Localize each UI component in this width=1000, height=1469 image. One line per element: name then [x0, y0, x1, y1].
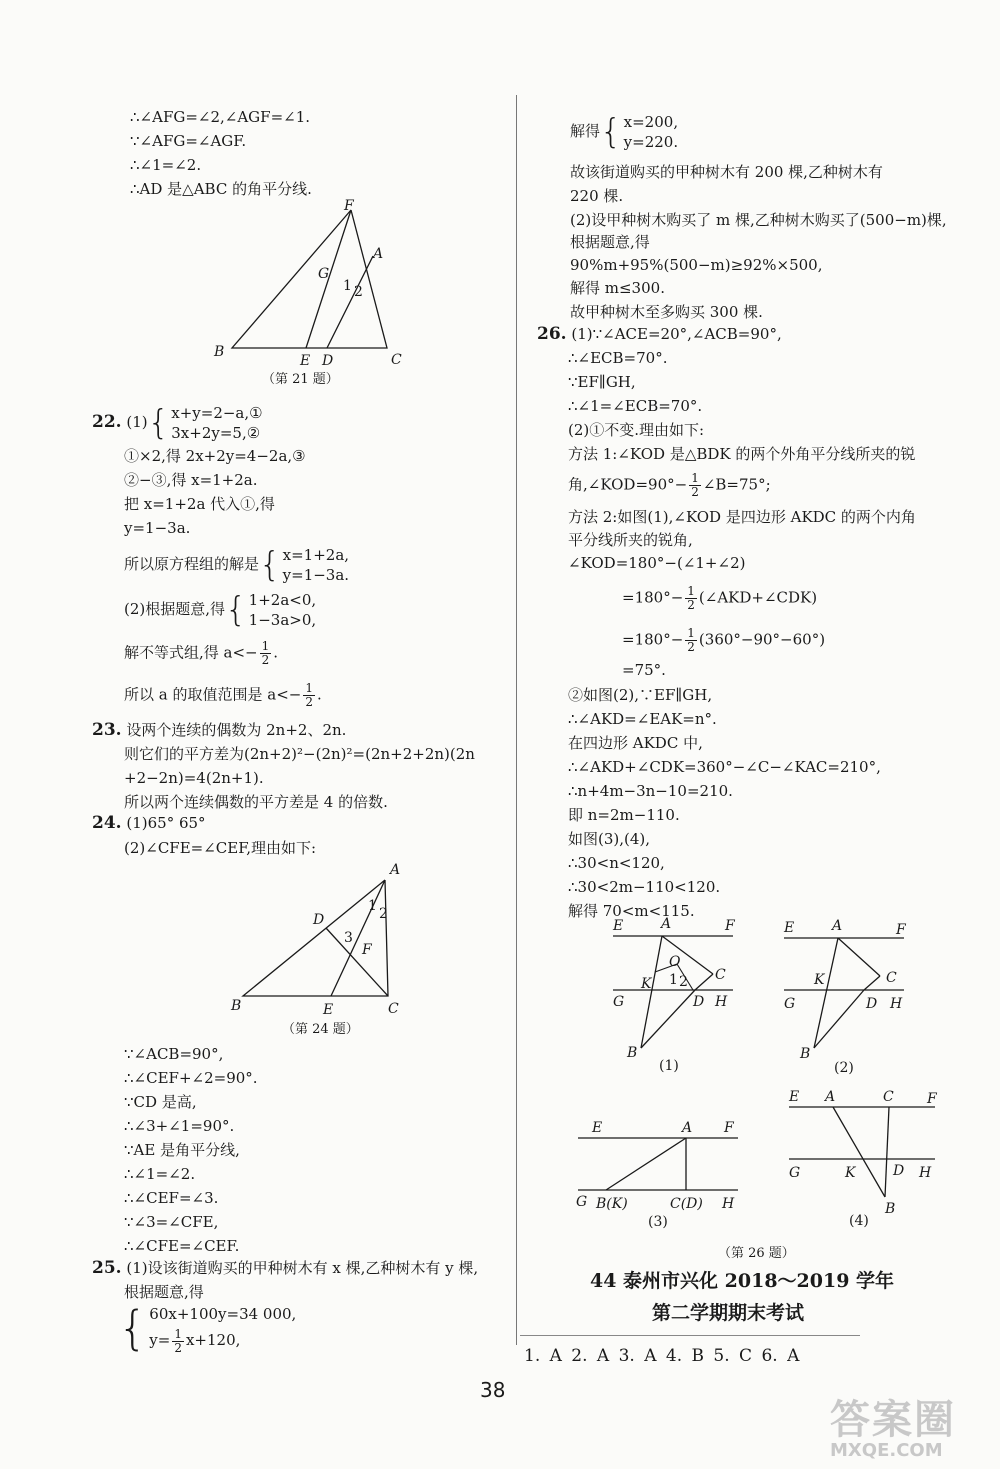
svg-text:F: F	[896, 922, 906, 938]
text-span: 解得	[570, 122, 601, 140]
svg-text:B: B	[800, 1046, 811, 1062]
text-line: ∠KOD=180°−(∠1+∠2)	[568, 554, 746, 572]
text-line: ∴∠ECB=70°.	[568, 349, 668, 367]
svg-text:E: E	[613, 918, 624, 934]
svg-text:G: G	[613, 994, 625, 1010]
text-span: (∠AKD+∠CDK)	[698, 588, 818, 607]
svg-text:C: C	[715, 967, 726, 983]
svg-text:A: A	[661, 916, 672, 932]
text-span: 角,∠KOD=90°−	[568, 475, 688, 494]
text-line: ∵∠AFG=∠AGF.	[130, 132, 247, 150]
equation: x=1+2a,	[282, 546, 350, 564]
question-number: 23.	[92, 720, 122, 740]
inequality: 1−3a>0,	[248, 611, 317, 629]
svg-text:O: O	[669, 954, 681, 970]
figure-26-caption: （第 26 题）	[718, 1246, 795, 1261]
svg-text:G: G	[576, 1194, 588, 1210]
text-line: 方法 2:如图(1),∠KOD 是四边形 AKDC 的两个内角	[568, 508, 916, 526]
question-24	[92, 813, 206, 833]
text-line: 把 x=1+2a 代入①,得	[124, 495, 275, 513]
numerator: 1	[261, 639, 270, 653]
denominator: 2	[687, 598, 695, 612]
svg-text:G: G	[789, 1165, 801, 1181]
numerator: 1	[687, 626, 695, 640]
svg-text:F: F	[927, 1091, 937, 1107]
figure-label: (2)	[834, 1060, 854, 1076]
text-line: ∴∠1=∠2.	[130, 156, 202, 174]
question-number: 22.	[92, 412, 122, 432]
text-line: 故该街道购买的甲种树木有 200 棵,乙种树木有	[570, 163, 883, 181]
figure-26-3	[570, 1112, 745, 1232]
text-line: ∵CD 是高,	[124, 1093, 197, 1111]
text-span: (1)65° 65°	[126, 814, 206, 832]
watermark-logo: 答案圈	[830, 1397, 956, 1443]
text-line: (2)∠CFE=∠CEF,理由如下:	[124, 839, 317, 857]
text-span: (360°−90°−60°)	[698, 630, 826, 649]
question-22	[92, 403, 263, 443]
question-number: 24.	[92, 813, 122, 833]
text-line: ∴∠CEF+∠2=90°.	[124, 1069, 258, 1087]
svg-text:G: G	[318, 266, 330, 282]
text-line: 在四边形 AKDC 中,	[568, 734, 703, 752]
svg-text:A: A	[832, 918, 843, 934]
brace-symbol: {	[259, 545, 281, 585]
text-line: ∴∠AKD+∠CDK=360°−∠C−∠KAC=210°,	[568, 758, 881, 776]
svg-text:B: B	[627, 1045, 638, 1061]
figure-24-caption: （第 24 题）	[282, 1022, 359, 1037]
text-line: ②−③,得 x=1+2a.	[124, 471, 258, 489]
solution-line	[124, 545, 349, 585]
solution-line	[570, 112, 678, 152]
figure-21	[205, 198, 425, 370]
text-span: y=	[149, 1331, 171, 1349]
text-line: ∴∠1=∠2.	[124, 1165, 196, 1183]
svg-text:H: H	[715, 994, 728, 1010]
svg-text:2: 2	[679, 974, 688, 990]
svg-text:A: A	[682, 1120, 693, 1136]
fraction	[172, 1328, 184, 1355]
figure-26-2	[780, 912, 920, 1082]
text-line: (2)①不变.理由如下:	[568, 421, 705, 439]
text-span: 设两个连续的偶数为 2n+2、2n.	[126, 721, 347, 739]
svg-text:B: B	[214, 344, 225, 360]
text-line: 即 n=2m−110.	[568, 806, 680, 824]
text-line: 方法 1:∠KOD 是△BDK 的两个外角平分线所夹的锐	[568, 445, 916, 463]
text-line: ∵∠3=∠CFE,	[124, 1213, 219, 1231]
svg-text:1: 1	[669, 972, 678, 988]
text-line	[622, 585, 817, 612]
equation: 3x+2y=5,②	[171, 424, 261, 442]
fraction	[685, 627, 697, 654]
denominator: 2	[261, 653, 270, 667]
svg-text:E: E	[592, 1120, 603, 1136]
text-line: 解得 m≤300.	[570, 279, 665, 297]
text-span: (1)∵∠ACE=20°,∠ACB=90°,	[571, 325, 782, 343]
figure-24	[225, 858, 415, 1020]
svg-text:K: K	[641, 976, 652, 992]
figure-label: (1)	[659, 1058, 679, 1074]
svg-text:F: F	[362, 942, 372, 958]
text-span: x+120,	[185, 1331, 241, 1349]
text-line: ∴n+4m−3n−10=210.	[568, 782, 733, 800]
svg-text:1: 1	[368, 898, 377, 914]
svg-text:A: A	[825, 1089, 836, 1105]
text-line: =75°.	[622, 661, 666, 679]
equation: x+y=2−a,①	[171, 404, 263, 422]
text-line: 平分线所夹的锐角,	[568, 531, 693, 549]
question-number: 26.	[537, 324, 567, 344]
numerator: 1	[691, 471, 699, 485]
text-line: ∴30<n<120,	[568, 854, 665, 872]
svg-text:F: F	[724, 1120, 734, 1136]
section-rule	[520, 1335, 860, 1336]
svg-text:F: F	[725, 918, 735, 934]
text-line: ∵EF∥GH,	[568, 373, 636, 391]
question-23	[92, 720, 346, 740]
equation: 60x+100y=34 000,	[149, 1305, 297, 1323]
fraction	[260, 640, 272, 667]
text-line: ②如图(2),∵EF∥GH,	[568, 686, 713, 704]
text-line: 解不等式组,得 a<− $\frac{1}{2}$ .	[124, 639, 279, 667]
svg-text:2: 2	[379, 906, 388, 922]
text-line	[622, 627, 825, 654]
part-label: (1)	[126, 413, 148, 431]
svg-text:D: D	[313, 912, 325, 928]
svg-text:D: D	[866, 996, 878, 1012]
svg-text:C(D): C(D)	[670, 1196, 703, 1212]
svg-text:D: D	[893, 1163, 905, 1179]
text-line: 220 棵.	[570, 187, 624, 205]
svg-text:F: F	[344, 198, 354, 214]
section-title: 44 泰州市兴化 2018～2019 学年	[590, 1270, 895, 1292]
text-line: ∴∠3+∠1=90°.	[124, 1117, 235, 1135]
text-line: ∵∠ACB=90°,	[124, 1045, 224, 1063]
fraction	[303, 682, 315, 709]
text-line: 所以两个连续偶数的平方差是 4 的倍数.	[124, 793, 388, 811]
text-line: ∵AE 是角平分线,	[124, 1141, 240, 1159]
denominator: 2	[691, 485, 699, 499]
answer-key: 1. A 2. A 3. A 4. B 5. C 6. A	[524, 1346, 800, 1366]
numerator: 1	[174, 1326, 182, 1341]
svg-text:E: E	[300, 353, 311, 369]
text-line: 故甲种树木至多购买 300 棵.	[570, 303, 763, 321]
svg-text:C: C	[883, 1089, 894, 1105]
part-2-line	[124, 590, 316, 630]
text-line: y=1−3a.	[124, 519, 191, 537]
svg-text:2: 2	[354, 284, 363, 300]
text-line: ∴∠CFE=∠CEF.	[124, 1237, 240, 1255]
numerator: 1	[687, 584, 695, 598]
svg-text:D: D	[693, 994, 705, 1010]
text-span: 所以原方程组的解是	[124, 555, 260, 573]
text-line: ∴∠AFG=∠2,∠AGF=∠1.	[130, 108, 311, 126]
brace-symbol: {	[147, 403, 170, 443]
text-line: (2)设甲种树木购买了 m 棵,乙种树木购买了(500−m)棵,	[570, 211, 947, 229]
fraction	[689, 472, 701, 499]
svg-text:C: C	[391, 352, 402, 368]
section-subtitle: 第二学期期末考试	[652, 1302, 805, 1324]
svg-text:K: K	[845, 1165, 856, 1181]
svg-text:3: 3	[344, 930, 353, 946]
text-span: (1)设该街道购买的甲种树木有 x 棵,乙种树木有 y 棵,	[126, 1259, 479, 1277]
text-line: ①×2,得 2x+2y=4−2a,③	[124, 447, 306, 465]
column-divider	[516, 95, 517, 1345]
svg-text:E: E	[323, 1002, 334, 1018]
fraction	[685, 585, 697, 612]
text-line: 则它们的平方差为(2n+2)²−(2n)²=(2n+2+2n)(2n	[124, 745, 475, 763]
text-line	[568, 472, 771, 499]
equation-system	[118, 1302, 296, 1355]
figure-label: (4)	[849, 1213, 869, 1229]
svg-text:D: D	[322, 353, 334, 369]
denominator: 2	[305, 695, 313, 709]
equation: y=220.	[623, 133, 679, 151]
svg-text:C: C	[388, 1001, 399, 1017]
text-line: ∴∠CEF=∠3.	[124, 1189, 219, 1207]
page-number: 38	[480, 1378, 506, 1402]
denominator: 2	[174, 1340, 182, 1355]
question-number: 25.	[92, 1258, 122, 1278]
text-line: 根据题意,得	[124, 1283, 204, 1301]
text-span: =180°−	[622, 630, 684, 649]
figure-label: (3)	[648, 1214, 668, 1230]
text-line: 根据题意,得	[570, 233, 650, 251]
svg-text:A: A	[390, 862, 401, 878]
text-span: 解不等式组,得 a<−	[124, 643, 258, 662]
svg-text:B(K): B(K)	[596, 1196, 628, 1212]
svg-text:B: B	[885, 1201, 896, 1217]
svg-text:H: H	[722, 1196, 735, 1212]
svg-text:B: B	[231, 998, 242, 1014]
text-span: ∠B=75°;	[702, 475, 771, 494]
denominator: 2	[687, 640, 695, 654]
text-line: ∴∠AKD=∠EAK=n°.	[568, 710, 717, 728]
question-25	[92, 1258, 478, 1278]
svg-text:K: K	[814, 972, 825, 988]
svg-text:1: 1	[343, 278, 352, 294]
equation: y=1−3a.	[282, 566, 350, 584]
figure-26-1	[605, 912, 745, 1082]
text-line: 所以 a 的取值范围是 a<− $\frac{1}{2}$ .	[124, 681, 322, 709]
text-span: (2)根据题意,得	[124, 600, 226, 618]
brace-symbol: {	[225, 590, 247, 630]
text-line: 解得 70<m<115.	[568, 902, 695, 920]
numerator: 1	[305, 681, 313, 695]
brace-symbol: {	[118, 1301, 148, 1356]
text-line: ∴AD 是△ABC 的角平分线.	[130, 180, 312, 198]
text-line: 如图(3),(4),	[568, 830, 651, 848]
brace-symbol: {	[600, 112, 622, 152]
inequality: 1+2a<0,	[248, 591, 317, 609]
svg-text:H: H	[919, 1165, 932, 1181]
figure-26-4	[785, 1085, 950, 1235]
text-line: +2−2n)=4(2n+1).	[124, 769, 264, 787]
watermark	[830, 1397, 956, 1461]
text-line: ∴30<2m−110<120.	[568, 878, 721, 896]
figure-21-caption: （第 21 题）	[262, 372, 339, 387]
text-line: ∴∠1=∠ECB=70°.	[568, 397, 703, 415]
svg-text:E: E	[784, 920, 795, 936]
watermark-text: MXQE.COM	[830, 1440, 943, 1461]
svg-text:C: C	[886, 970, 897, 986]
question-26	[537, 324, 782, 344]
text-span: 所以 a 的取值范围是 a<−	[124, 685, 302, 704]
svg-text:A: A	[373, 246, 384, 262]
text-span: =180°−	[622, 588, 684, 607]
svg-text:H: H	[890, 996, 903, 1012]
equation: x=200,	[623, 113, 679, 131]
svg-text:E: E	[789, 1089, 800, 1105]
text-line: 90%m+95%(500−m)≥92%×500,	[570, 256, 823, 274]
svg-text:G: G	[784, 996, 796, 1012]
